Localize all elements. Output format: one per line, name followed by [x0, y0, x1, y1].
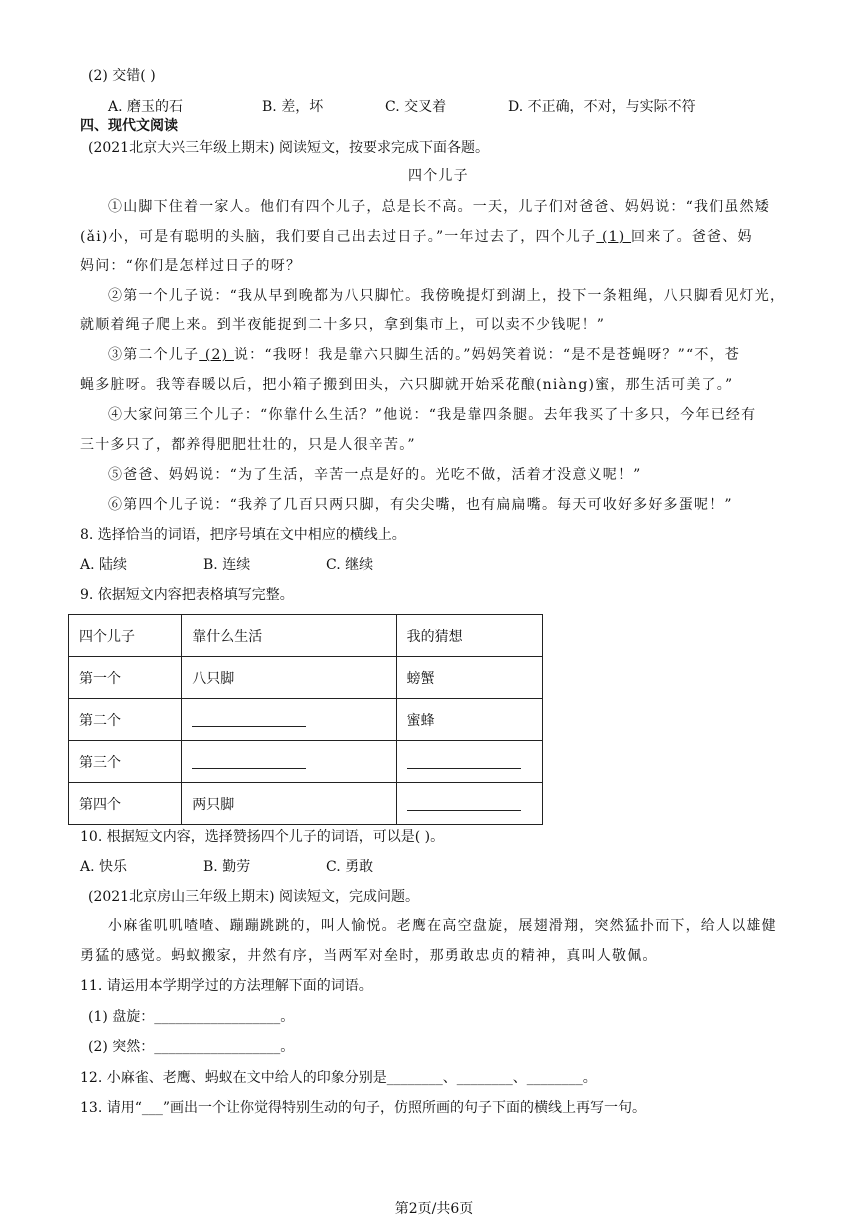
table-cell-blank[interactable]	[396, 741, 542, 783]
table-cell-blank[interactable]	[182, 699, 396, 741]
q2-option-a: A. 磨玉的石	[108, 99, 184, 115]
q11-2: (2) 突然：__________________。	[88, 1039, 295, 1055]
answer-blank[interactable]	[407, 754, 521, 769]
source1: (2021北京大兴三年级上期末) 阅读短文，按要求完成下面各题。	[88, 140, 490, 156]
table-header-row	[69, 615, 543, 657]
blank-2: (2)	[199, 347, 234, 363]
table-cell-blank[interactable]	[182, 741, 396, 783]
para1-line1: ①山脚下住着一家人。他们有四个儿子，总是长不高。一天，儿子们对爸爸、妈妈说：“我们虽然矮	[108, 199, 770, 215]
answer-blank[interactable]	[192, 754, 306, 769]
q11: 11. 请运用本学期学过的方法理解下面的词语。	[80, 978, 373, 994]
para3-line2: 蝇多脏呀。我等春暖以后，把小箱子搬到田头，六只脚就开始采花酿(niàng)蜜，那生活可美了。”	[80, 377, 734, 393]
table-header: 四个儿子	[69, 615, 182, 657]
table-cell: 两只脚	[182, 783, 396, 825]
q8-option-a: A. 陆续	[80, 557, 128, 573]
q10-options	[80, 857, 373, 877]
blank-1: (1)	[596, 229, 632, 245]
q8-option-c: C. 继续	[326, 557, 374, 573]
q2-options	[108, 97, 696, 117]
q13: 13. 请用“___”画出一个让你觉得特别生动的句子，仿照所画的句子下面的横线上再写一句。	[80, 1100, 647, 1116]
answer-blank[interactable]	[192, 712, 306, 727]
table-header: 靠什么生活	[182, 615, 396, 657]
q2-option-d: D. 不正确，不对，与实际不符	[508, 99, 696, 115]
section4-title: 四、现代文阅读	[80, 118, 178, 134]
table-row	[69, 741, 543, 783]
q8: 8. 选择恰当的词语，把序号填在文中相应的横线上。	[80, 527, 406, 543]
table-cell: 螃蟹	[396, 657, 542, 699]
q2-option-b: B. 差，坏	[262, 99, 324, 115]
para5: ⑤爸爸、妈妈说：“为了生活，辛苦一点是好的。光吃不做，活着才没意义呢！”	[108, 467, 642, 483]
table-row	[69, 657, 543, 699]
table-row	[69, 783, 543, 825]
q2-option-c: C. 交叉着	[385, 99, 447, 115]
source2: (2021北京房山三年级上期末) 阅读短文，完成问题。	[88, 889, 420, 905]
q8-option-b: B. 连续	[203, 557, 251, 573]
q10: 10. 根据短文内容，选择赞扬四个儿子的词语，可以是( )。	[80, 829, 445, 845]
table-cell: 八只脚	[182, 657, 396, 699]
q11-1: (1) 盘旋：__________________。	[88, 1009, 295, 1025]
q8-options	[80, 555, 373, 575]
table-header: 我的猜想	[396, 615, 542, 657]
table-cell: 第二个	[69, 699, 182, 741]
passage-title: 四个儿子	[408, 168, 469, 184]
table-cell: 第四个	[69, 783, 182, 825]
para4-line1: ④大家问第三个儿子：“你靠什么生活？”他说：“我是靠四条腿。去年我买了十多只，今年已经有	[108, 407, 757, 423]
table-cell: 蜜蜂	[396, 699, 542, 741]
q10-option-b: B. 勤劳	[203, 859, 251, 875]
para6: ⑥第四个儿子说：“我养了几百只两只脚，有尖尖嘴，也有扁扁嘴。每天可收好多好多蛋呢！”	[108, 497, 733, 513]
passage2-line2: 勇猛的感觉。蚂蚁搬家，井然有序，当两军对垒时，那勇敢忠贞的精神，真叫人敬佩。	[80, 948, 658, 964]
table-cell-blank[interactable]	[396, 783, 542, 825]
para4-line2: 三十多只了，都养得肥肥壮壮的，只是人很辛苦。”	[80, 437, 416, 453]
q12: 12. 小麻雀、老鹰、蚂蚁在文中给人的印象分别是________、________、________。	[80, 1070, 597, 1086]
passage2-line1: 小麻雀叽叽喳喳、蹦蹦跳跳的，叫人愉悦。老鹰在高空盘旋，展翅滑翔，突然猛扑而下，给人以雄健	[108, 918, 777, 934]
page-footer: 第2页/共6页	[394, 1201, 474, 1217]
table-cell: 第一个	[69, 657, 182, 699]
table-row	[69, 699, 543, 741]
q10-option-a: A. 快乐	[80, 859, 128, 875]
para2-line2: 就顺着绳子爬上来。到半夜能捉到二十多只，拿到集市上，可以卖不少钱呢！”	[80, 317, 606, 333]
para1-line3: 妈问：“你们是怎样过日子的呀？	[80, 258, 302, 274]
q9: 9. 依据短文内容把表格填写完整。	[80, 587, 294, 603]
answer-blank[interactable]	[407, 796, 521, 811]
table-cell: 第三个	[69, 741, 182, 783]
q2-label: (2) 交错( )	[88, 68, 156, 84]
answer-table	[68, 614, 543, 825]
para2-line1: ②第一个儿子说：“我从早到晚都为八只脚忙。我傍晚提灯到湖上，投下一条粗绳，八只脚看见灯光，	[108, 288, 786, 304]
para1-line2: (ǎi)小，可是有聪明的头脑，我们要自己出去过日子。”一年过去了，四个儿子 (1) 回来了。爸爸、妈	[80, 229, 753, 245]
para3-line1: ③第二个儿子 (2) 说：“我呀！我是靠六只脚生活的。”妈妈笑着说：“是不是苍蝇呀？”“不，苍	[108, 347, 740, 363]
q10-option-c: C. 勇敢	[326, 859, 374, 875]
